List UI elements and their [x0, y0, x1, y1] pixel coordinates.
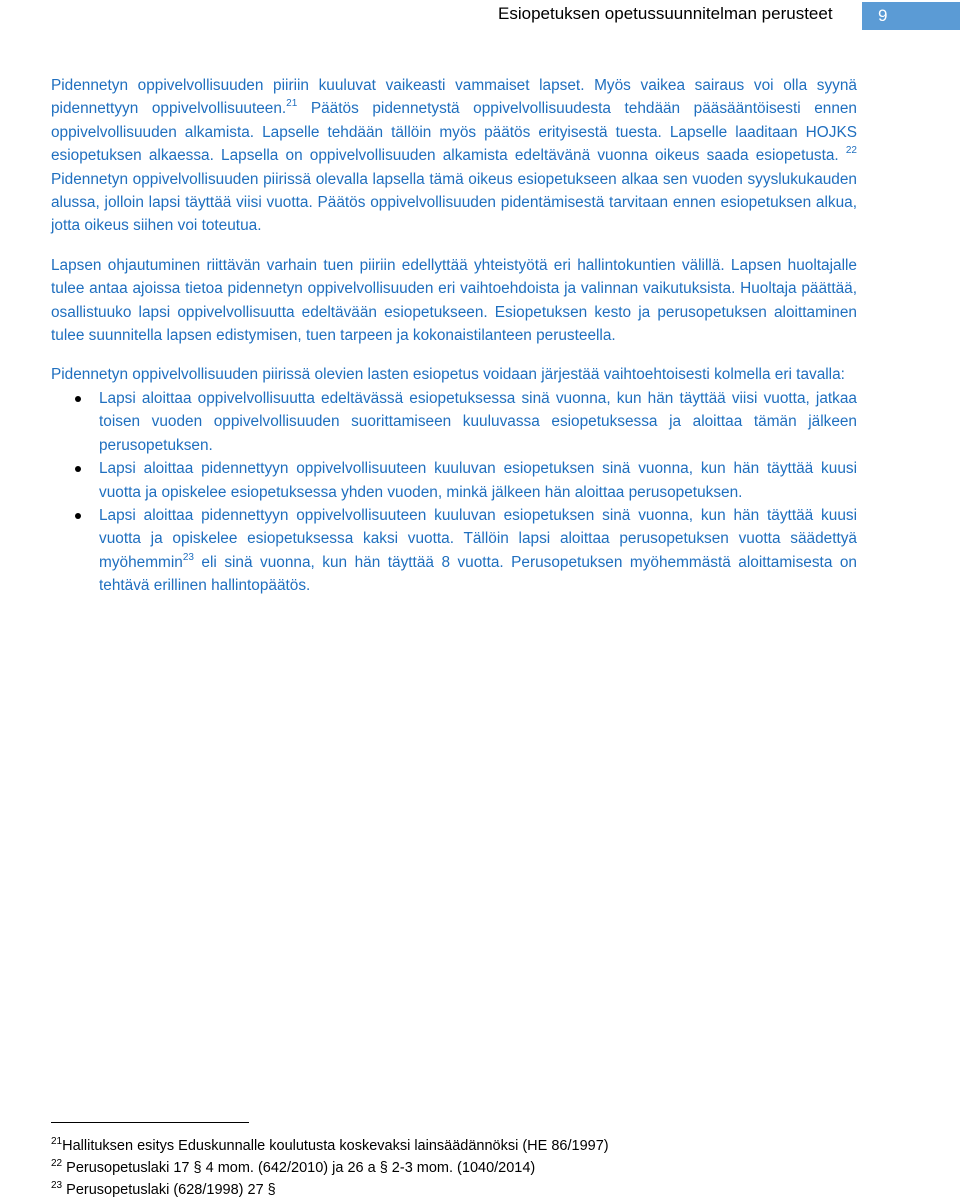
- footnote-ref-21: 21: [286, 98, 298, 110]
- running-header-title: Esiopetuksen opetussuunnitelman perusteet: [498, 4, 833, 23]
- list-item: [51, 504, 857, 598]
- list-item-text-b: eli sinä vuonna, kun hän täyttää 8 vuotta. Perusopetuksen myöhemmästä aloittamisesta on tehtävä erillinen hallintopäätös.: [99, 553, 857, 595]
- footnote-text: Hallituksen esitys Eduskunnalle koulutusta koskevaksi lainsäädännöksi (HE 86/1997): [62, 1138, 609, 1154]
- bullet-icon: [75, 466, 81, 472]
- bullet-icon: [75, 513, 81, 519]
- paragraph-1-text-c: Pidennetyn oppivelvollisuuden piirissä olevalla lapsella tämä oikeus esiopetukseen alkaa sen vuoden syyslukukauden alussa, jolloin lapsi täyttää viisi vuotta. Päätös oppivelvollisuuden pidentämisestä tarvitaan ennen esiopetuksen alkua, jotta oikeus siihen voi toteutua.: [51, 170, 857, 235]
- footnotes: [51, 1135, 911, 1201]
- footnote-separator: [51, 1122, 249, 1123]
- footnote-21: [51, 1135, 911, 1157]
- footnote-text: Perusopetuslaki 17 § 4 mom. (642/2010) ja 26 a § 2-3 mom. (1040/2014): [62, 1160, 536, 1176]
- paragraph-pidennetty-oppivelvollisuus: [51, 74, 857, 238]
- footnote-ref-23: 23: [182, 551, 194, 563]
- options-list: [51, 387, 857, 598]
- footnote-text: Perusopetuslaki (628/1998) 27 §: [62, 1182, 276, 1198]
- main-content: [51, 74, 857, 598]
- list-item-text: Lapsi aloittaa oppivelvollisuutta edeltävässä esiopetuksessa sinä vuonna, kun hän täyttää viisi vuotta, jatkaa toisen vuoden oppivelvollisuuden suorittamiseen kuuluvassa esiopetuksessa ja aloittaa tämän jälkeen perusopetuksen.: [99, 389, 857, 454]
- list-item: [51, 387, 857, 457]
- paragraph-ohjautuminen: Lapsen ohjautuminen riittävän varhain tuen piiriin edellyttää yhteistyötä eri hallintokuntien välillä. Lapsen huoltajalle tulee antaa ajoissa tietoa pidennetyn oppivelvollisuuden eri vaihtoehdoista ja valinnan vaikutuksista. Huoltaja päättää, osallistuuko lapsi oppivelvollisuutta edeltävään esiopetukseen. Esiopetuksen kesto ja perusopetuksen aloittaminen tulee suunnitella lapsen edistymisen, tuen tarpeen ja kokonaistilanteen perusteella.: [51, 256, 857, 345]
- paragraph-1-text-a: Pidennetyn oppivelvollisuuden piiriin kuuluvat vaikeasti vammaiset lapset. Myös vaikea sairaus voi olla syynä pidennettyyn oppivelvollisuuteen.: [51, 77, 857, 118]
- list-item: [51, 457, 857, 504]
- footnote-ref-22: 22: [845, 145, 857, 157]
- list-item-text: Lapsi aloittaa pidennettyyn oppivelvollisuuteen kuuluvan esiopetuksen sinä vuonna, kun hän täyttää kuusi vuotta ja opiskelee esiopetuksessa yhden vuoden, minkä jälkeen hän aloittaa perusopetuksen.: [99, 460, 857, 501]
- footnote-number: 23: [51, 1180, 63, 1191]
- page-number-badge: 9: [862, 2, 960, 30]
- footnote-number: 22: [51, 1158, 63, 1169]
- footnote-number: 21: [51, 1136, 63, 1147]
- paragraph-1-text-b: Päätös pidennetystä oppivelvollisuudesta tehdään pääsääntöisesti ennen oppivelvollisuuden alkamista. Lapselle tehdään tällöin myös päätös erityisestä tuesta. Lapselle laaditaan HOJKS esiopetuksen alkaessa. Lapsella on oppivelvollisuuden alkamista edeltävänä vuonna oikeus saada esiopetusta.: [51, 100, 857, 165]
- footnote-23: [51, 1179, 911, 1201]
- paragraph-vaihtoehdot-intro: Pidennetyn oppivelvollisuuden piirissä olevien lasten esiopetus voidaan järjestää vaihtoehtoisesti kolmella eri tavalla:: [51, 366, 845, 384]
- bullet-icon: [75, 396, 81, 402]
- footnote-22: [51, 1157, 911, 1179]
- list-item-text-a: Lapsi aloittaa pidennettyyn oppivelvollisuuteen kuuluvan esiopetuksen sinä vuonna, kun hän täyttää kuusi vuotta ja opiskelee esiopetuksessa kaksi vuotta. Tällöin lapsi aloittaa perusopetuksen vuotta säädettyä myöhemmin: [99, 506, 857, 571]
